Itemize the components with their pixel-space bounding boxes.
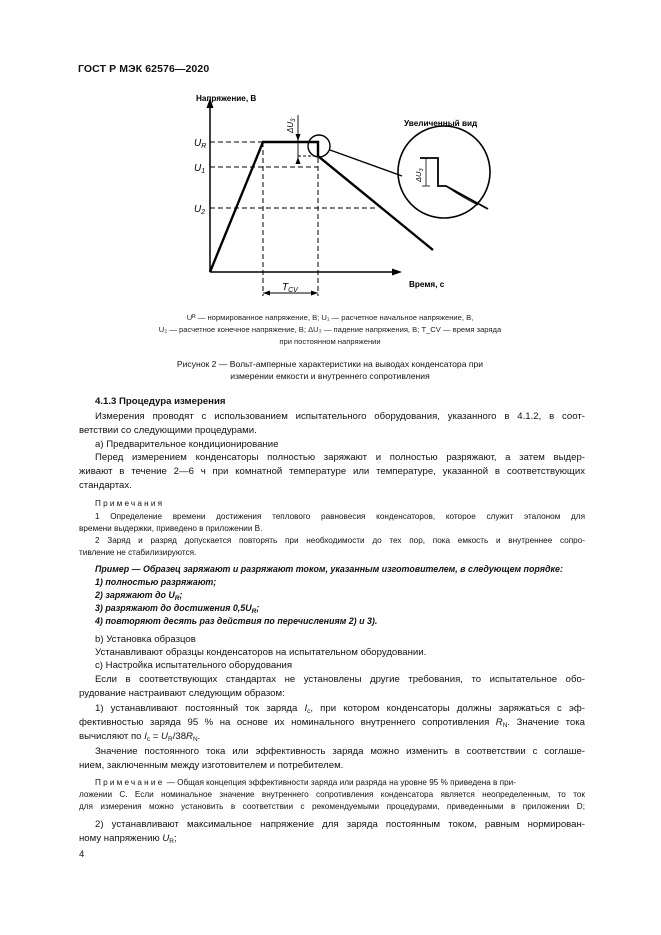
note3-line-2: ложении С. Если номинальное значение внутреннего сопротивления конденсатора является неопределенным, то ток [79, 790, 585, 799]
notes-title: Примечания [95, 499, 165, 508]
subsection-c-title: с) Настройка испытательного оборудования [95, 660, 293, 671]
y-axis-label: Напряжение, В [196, 94, 257, 103]
note3-line-3: для измерения можно установить в соответствии с рекомендуемыми процедурами, приведенными в приложении D; [79, 802, 585, 811]
example-line-1: Пример — Образец заряжают и разряжают током, указанным изготовителем, в следующем порядке: [95, 564, 563, 574]
c1-line-3: вычисляют по $I_c = U_R/38R_N$. [79, 731, 201, 743]
document-header: ГОСТ Р МЭК 62576—2020 [78, 63, 210, 75]
x-axis-label: Время, с [409, 280, 445, 289]
note1-line-2: времени выдержки, приведено в приложении В. [79, 524, 263, 533]
section-heading: 4.1.3 Процедура измерения [95, 396, 226, 407]
example-line-5: 4) повторяют десять раз действия по перечислениям 2) и 3). [95, 616, 378, 626]
u1-label: $U_1$ [194, 163, 206, 175]
tcv-arrow-left [263, 291, 270, 296]
tcv-label: $T_{CV}$ [282, 282, 298, 294]
zoom-curve [420, 158, 488, 209]
zoom-connector [330, 150, 402, 176]
note3-line-1: Примечание — Общая концепция эффективности заряда или разряда на уровне 95 % приведена в при- [95, 778, 516, 787]
figure-caption-1: Рисунок 2 — Вольт-амперные характеристики на выводах конденсатора при [176, 359, 484, 369]
c1-line-4: Значение постоянного тока или эффективность заряда можно изменить в соответствии с соглаше- [95, 746, 585, 757]
zoom-du-label: $\Delta U_3$ [414, 168, 425, 182]
intro-line-1: Измерения проводят с использованием испытательного оборудования, указанного в 4.1.2, в соот- [95, 411, 585, 422]
a-line-3: стандартах. [79, 480, 132, 491]
c2-line-1: 2) устанавливают максимальное напряжение для заряда постоянным током, равным нормирован- [95, 819, 585, 830]
a-line-2: живают в течение 2—6 ч при комнатной температуре или температуре, указанной в соответствующих [79, 466, 585, 477]
du-label: $\Delta U_3$ [286, 118, 297, 133]
subsection-a-title: а) Предварительное кондиционирование [95, 439, 279, 450]
ur-label: $U_R$ [194, 138, 207, 150]
example-line-4: 3) разряжают до достижения $0,5U_R$; [95, 603, 260, 615]
note2-line-1: 2 Заряд и разряд допускается повторять при необходимости до тех пор, пока емкость и внутреннее сопро- [95, 536, 585, 545]
figure-legend-1: Uᴿ — нормированное напряжение, В; U₁ — расчетное начальное напряжение, В, [186, 313, 474, 322]
voltage-time-figure [0, 0, 661, 360]
c1-line-5: нием, заключенным между изготовителем и потребителем. [79, 760, 344, 771]
subsection-b-title: b) Установка образцов [95, 634, 196, 645]
du-arrow-down [296, 134, 301, 141]
a-line-1: Перед измерением конденсаторы полностью заряжают и полностью разряжают, а затем выдер- [95, 452, 585, 463]
note1-line-1: 1 Определение времени достижения теплового равновесия конденсаторов, которое служит эталоном для [95, 512, 585, 521]
enlarged-view-label: Увеличенный вид [404, 119, 478, 128]
tcv-arrow-right [311, 291, 318, 296]
c2-line-2: ному напряжению $U_R$; [79, 833, 177, 845]
x-axis-arrow [392, 269, 402, 276]
figure-legend-3: при постоянном напряжении [279, 337, 381, 346]
figure-legend-2: U₂ — расчетное конечное напряжение, В; ΔU₃ — падение напряжения, В; T_CV — время заряда [158, 325, 502, 334]
note2-line-2: тивление не стабилизируются. [79, 548, 197, 557]
du-arrow-up [296, 157, 301, 164]
figure-caption-2: измерении емкости и внутреннего сопротивления [230, 371, 430, 381]
c1-line-2: фективностью заряда 95 % на основе их номинального внутреннего сопротивления $R_N$. Значение тока [79, 717, 585, 729]
u2-label: $U_2$ [194, 204, 206, 216]
c-line-1: Если в соответствующих стандартах не установлены другие требования, то испытательное обо- [95, 674, 585, 685]
b-line-1: Устанавливают образцы конденсаторов на испытательном оборудовании. [95, 647, 427, 658]
example-line-2: 1) полностью разряжают; [95, 577, 217, 587]
c-line-2: рудование настраивают следующим образом: [79, 688, 285, 699]
example-line-3: 2) заряжают до $U_R$; [95, 590, 183, 602]
intro-line-2: ветствии со следующими процедурами. [79, 425, 257, 436]
page-number: 4 [79, 849, 85, 860]
c1-line-1: 1) устанавливают постоянный ток заряда $I_c$, при котором конденсаторы должны заряжаться с эф- [95, 703, 585, 715]
